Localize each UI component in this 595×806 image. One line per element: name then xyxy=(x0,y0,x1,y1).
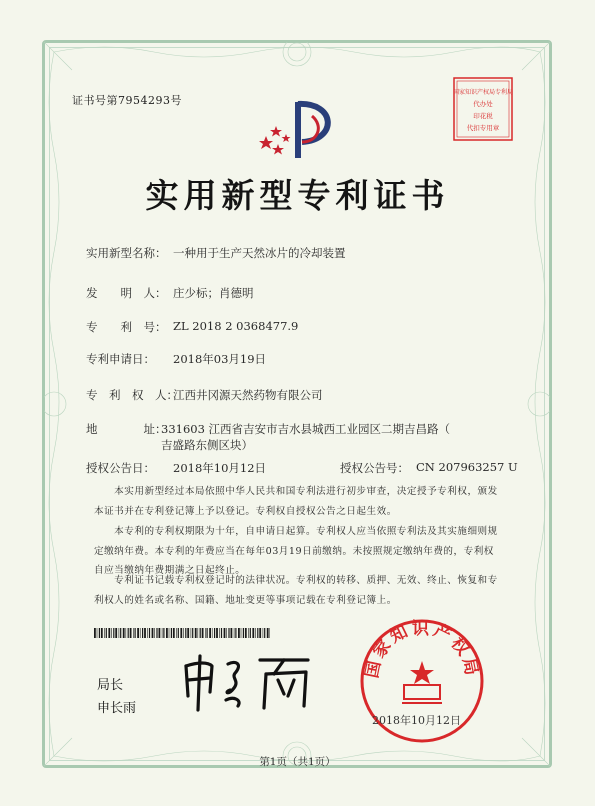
patent-number-label: 专 利 号： xyxy=(86,320,167,334)
address-label: 地 址： xyxy=(86,422,167,436)
tax-stamp-seal xyxy=(452,76,514,142)
director-name: 申长雨 xyxy=(97,701,137,716)
certificate-number: 证书号第7954293号 xyxy=(72,94,182,107)
legal-status-paragraph-line-1: 专利证书记载专利权登记时的法律状况。专利权的转移、质押、无效、终止、恢复和专 xyxy=(94,575,498,586)
patent-number-value: ZL 2018 2 0368477.9 xyxy=(173,319,299,333)
certificate-title: 实用新型专利证书 xyxy=(145,176,450,215)
utility-model-name-label: 实用新型名称： xyxy=(86,246,167,260)
grant-paragraph-line-1: 本实用新型经过本局依照中华人民共和国专利法进行初步审查，决定授予专利权，颁发 xyxy=(94,486,498,497)
director-handwritten-signature xyxy=(178,650,328,714)
term-paragraph-line-3: 自应当缴纳年费期满之日起终止。 xyxy=(94,565,246,576)
page-number: 第1页（共1页） xyxy=(259,756,336,768)
patentee-value: 江西井冈源天然药物有限公司 xyxy=(173,388,323,402)
tax-stamp-line-1: 国家知识产权局专利局 xyxy=(452,89,514,96)
patent-office-logo xyxy=(252,96,336,166)
utility-model-name-value: 一种用于生产天然冰片的冷却装置 xyxy=(173,246,346,260)
seal-arc-text: 国家知识产权局 xyxy=(362,618,482,680)
address-line-2: 吉盛路东侧区块） xyxy=(161,438,253,452)
tax-stamp-line-3: 印花税 xyxy=(473,112,493,120)
tax-stamp-line-4: 代扣专用章 xyxy=(466,124,500,132)
grant-number-value: CN 207963257 U xyxy=(416,460,518,474)
filing-date-label: 专利申请日： xyxy=(86,352,155,366)
director-title: 局长 xyxy=(97,678,124,693)
grant-paragraph xyxy=(94,482,522,521)
filing-date-value: 2018年03月19日 xyxy=(173,352,267,366)
grant-paragraph-line-2: 本证书并在专利登记簿上予以登记。专利权自授权公告之日起生效。 xyxy=(94,505,397,517)
patentee-label: 专 利 权 人： xyxy=(86,388,178,402)
term-paragraph-line-2: 定缴纳年费。本专利的年费应当在每年03月19日前缴纳。未按照规定缴纳年费的，专利权 xyxy=(94,545,494,557)
seal-date: 2018年10月12日 xyxy=(372,714,461,727)
address-line-1: 331603 江西省吉安市吉水县城西工业园区二期吉昌路（ xyxy=(161,422,451,436)
legal-status-paragraph xyxy=(94,571,522,610)
tax-stamp-line-2: 代办处 xyxy=(473,100,493,108)
grant-date-label: 授权公告日： xyxy=(86,461,155,475)
certificate-barcode xyxy=(94,628,270,638)
inventor-value: 庄少标；肖德明 xyxy=(173,286,254,300)
legal-status-paragraph-line-2: 利权人的姓名或名称、国籍、地址变更等事项记载在专利登记簿上。 xyxy=(94,594,397,606)
grant-number-label: 授权公告号： xyxy=(340,461,409,475)
grant-date-value: 2018年10月12日 xyxy=(173,461,267,475)
inventor-label: 发 明 人： xyxy=(86,286,167,300)
term-paragraph-line-1: 本专利的专利权期限为十年，自申请日起算。专利权人应当依照专利法及其实施细则规 xyxy=(94,526,498,537)
